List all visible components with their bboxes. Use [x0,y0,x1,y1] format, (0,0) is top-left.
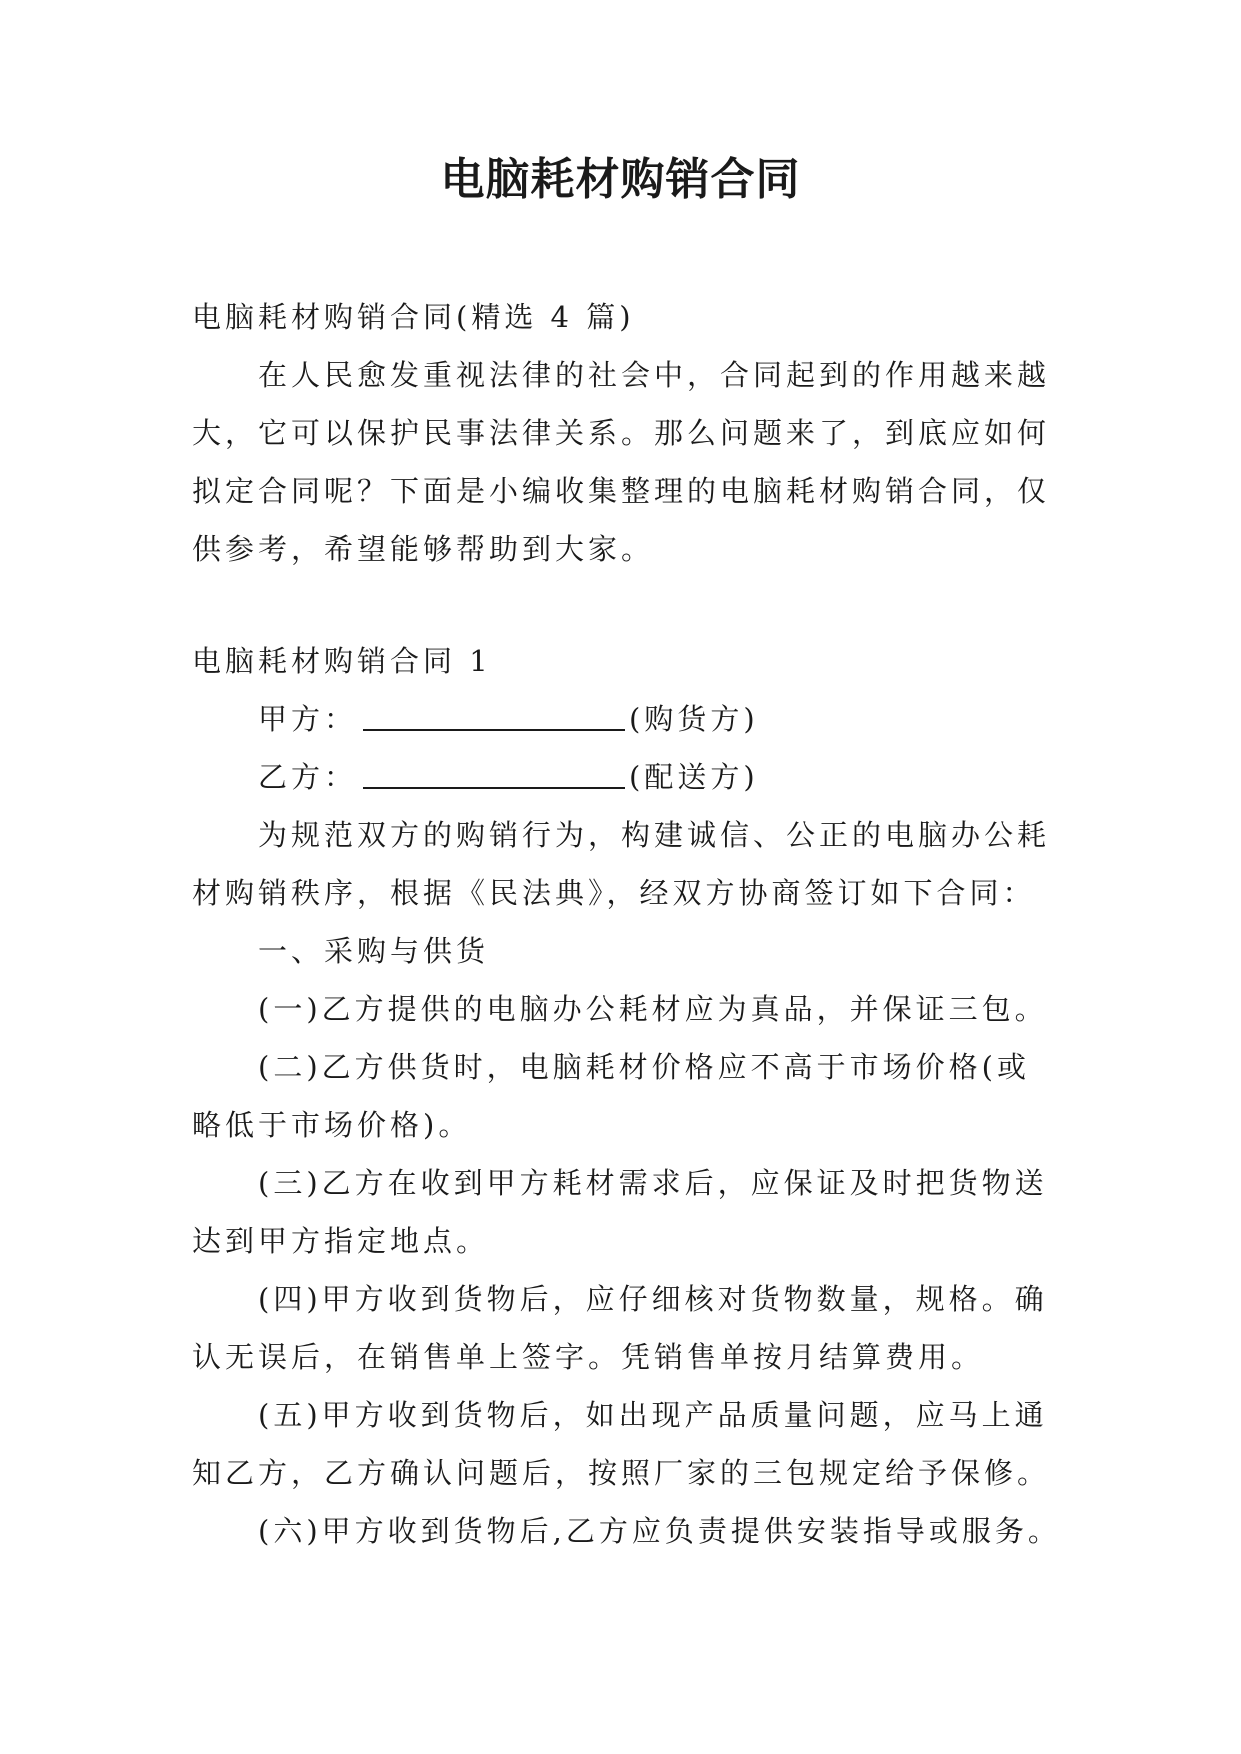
party-b-label: 乙方： [258,760,358,794]
party-b-role: (配送方) [629,760,759,794]
clause-4 [192,1270,1062,1386]
document-subtitle: 电脑耗材购销合同(精选 4 篇) [192,300,635,334]
party-a-role: (购货方) [629,702,759,736]
party-b-blank-field[interactable] [363,761,625,789]
clause-1 [192,980,1062,1038]
party-a-blank-field[interactable] [363,703,625,731]
party-b-row [192,748,1062,806]
document-title: 电脑耗材购销合同 [440,154,801,205]
intro-line: 拟定合同呢？下面是小编收集整理的电脑耗材购销合同，仅 [192,474,1051,508]
document-body [192,288,1062,1560]
intro-line: 供参考，希望能够帮助到大家。 [192,532,655,566]
clause-line: 略低于市场价格)。 [192,1108,472,1142]
clause-line: (四)甲方收到货物后，应仔细核对货物数量，规格。确 [258,1282,1048,1316]
clause-line: (一)乙方提供的电脑办公耗材应为真品，并保证三包。 [258,992,1048,1026]
clause-line: 达到甲方指定地点。 [192,1224,490,1258]
clause-3 [192,1154,1062,1270]
clause-line: (三)乙方在收到甲方耗材需求后，应保证及时把货物送 [258,1166,1048,1200]
intro-line: 在人民愈发重视法律的社会中，合同起到的作用越来越 [258,358,1051,392]
clause-2 [192,1038,1062,1154]
section-heading: 电脑耗材购销合同 1 [192,644,492,678]
party-a-row [192,690,1062,748]
preamble-paragraph [192,806,1062,922]
preamble-line: 材购销秩序，根据《民法典》，经双方协商签订如下合同： [192,876,1036,910]
clause-line: 认无误后，在销售单上签字。凭销售单按月结算费用。 [192,1340,985,1374]
party-a-label: 甲方： [258,702,358,736]
clause-line: (六)甲方收到货物后,乙方应负责提供安装指导或服务。 [258,1514,1061,1548]
section-spacer [192,578,1062,632]
intro-line: 大，它可以保护民事法律关系。那么问题来了，到底应如何 [192,416,1051,450]
clause-5 [192,1386,1062,1502]
clause-line: 知乙方，乙方确认问题后，按照厂家的三包规定给予保修。 [192,1456,1051,1490]
clause-heading: 一、采购与供货 [258,934,490,968]
preamble-line: 为规范双方的购销行为，构建诚信、公正的电脑办公耗 [258,818,1051,852]
clause-line: (五)甲方收到货物后，如出现产品质量问题，应马上通 [258,1398,1048,1432]
clause-line: (二)乙方供货时，电脑耗材价格应不高于市场价格(或 [258,1050,1030,1084]
clause-6 [192,1502,1062,1560]
intro-paragraph [192,346,1062,578]
